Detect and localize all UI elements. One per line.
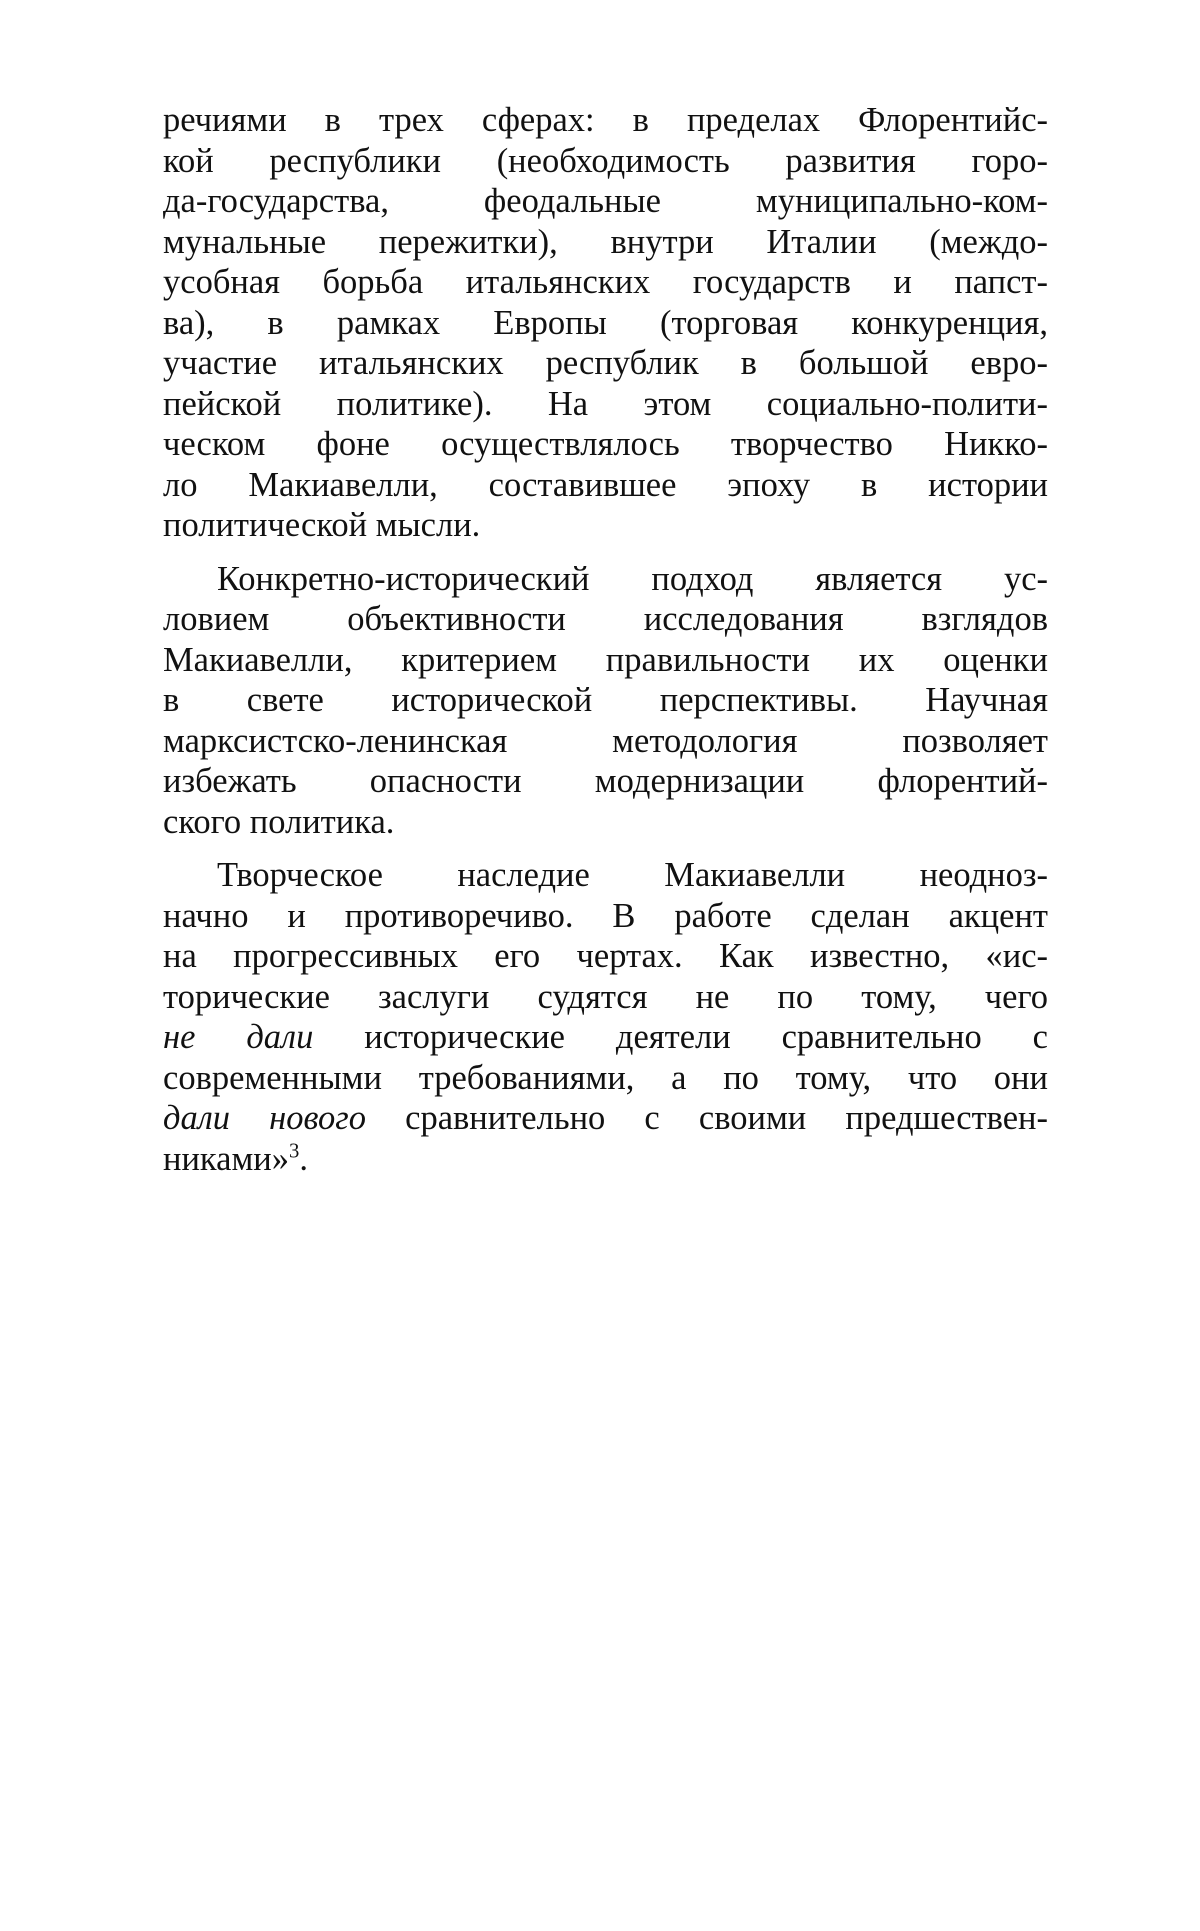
text-line — [163, 1058, 1048, 1099]
line-text: ло Макиавелли, составившее эпоху в истории — [163, 465, 1048, 504]
text-line — [163, 343, 1048, 384]
text-line — [163, 424, 1048, 465]
text-line — [163, 181, 1048, 222]
text-line — [163, 141, 1048, 182]
line-text: начно и противоречиво. В работе сделан акцент — [163, 896, 1048, 935]
line-text: марксистско-ленинская методология позволяет — [163, 721, 1048, 760]
text-line — [163, 761, 1048, 802]
line-text: ского политика. — [163, 802, 395, 841]
text-line — [163, 262, 1048, 303]
text-line — [163, 721, 1048, 762]
line-text: Макиавелли, критерием правильности их оценки — [163, 640, 1048, 679]
text-line — [163, 303, 1048, 344]
line-text: Творческое наследие Макиавелли неоднoз- — [217, 856, 1048, 894]
line-text: политической мысли. — [163, 506, 481, 544]
paragraph — [163, 100, 1048, 546]
line-text: кой республики (необходимость развития горо- — [163, 141, 1048, 180]
line-text: мунальные пережитки), внутри Италии (междо- — [163, 222, 1048, 261]
paragraph-gap — [163, 546, 1048, 559]
text-line — [163, 680, 1048, 721]
paragraph-gap — [163, 842, 1048, 855]
text-line — [163, 100, 1048, 141]
line-text: Конкретно-исторический подход является ус- — [217, 559, 1048, 598]
body-text — [163, 100, 1048, 1179]
text-line — [163, 559, 1048, 600]
line-text: . — [299, 1139, 308, 1178]
footnote-ref: 3 — [289, 1140, 300, 1162]
line-text: речиями в трех сферах: в пределах Флорентийс- — [163, 101, 1048, 139]
text-line — [163, 896, 1048, 937]
line-text: современными требованиями, а по тому, что они — [163, 1058, 1048, 1097]
line-text: ловием объективности исследования взглядов — [163, 600, 1048, 638]
line-text: в свете исторической перспективы. Научная — [163, 681, 1048, 719]
line-text: исторические деятели сравнительно с — [313, 1018, 1048, 1056]
line-text: сравнительно с своими предшествен- — [366, 1099, 1049, 1137]
line-text: участие итальянских республик в большой евро- — [163, 344, 1048, 382]
paragraph — [163, 855, 1048, 1179]
line-text: торические заслуги судятся не по тому, чего — [163, 977, 1048, 1016]
line-text: усобная борьба итальянских государств и папст- — [163, 263, 1048, 301]
line-text: пейской политике). На этом социально-полити- — [163, 384, 1048, 423]
line-text: ва), в рамках Европы (торговая конкуренция, — [163, 303, 1048, 342]
italic-text: дали нового — [163, 1099, 366, 1137]
text-line — [163, 384, 1048, 425]
text-line — [163, 222, 1048, 263]
text-line — [163, 855, 1048, 896]
line-text: избежать опасности модернизации флорентий- — [163, 762, 1048, 800]
text-line — [163, 977, 1048, 1018]
text-line — [163, 599, 1048, 640]
paragraph — [163, 559, 1048, 843]
line-text: да-государства, феодальные муниципально-ком- — [163, 182, 1048, 220]
line-text: никами» — [163, 1139, 290, 1178]
text-line — [163, 802, 1048, 843]
text-line — [163, 640, 1048, 681]
text-line — [163, 465, 1048, 506]
text-line — [163, 505, 1048, 546]
text-line — [163, 1017, 1048, 1058]
line-text: на прогрессивных его чертах. Как известно, «ис- — [163, 937, 1048, 975]
text-line — [163, 936, 1048, 977]
italic-text: не дали — [163, 1018, 314, 1056]
text-line — [163, 1139, 1048, 1180]
text-line — [163, 1098, 1048, 1139]
line-text: ческом фоне осуществлялось творчество Никко- — [163, 425, 1048, 463]
